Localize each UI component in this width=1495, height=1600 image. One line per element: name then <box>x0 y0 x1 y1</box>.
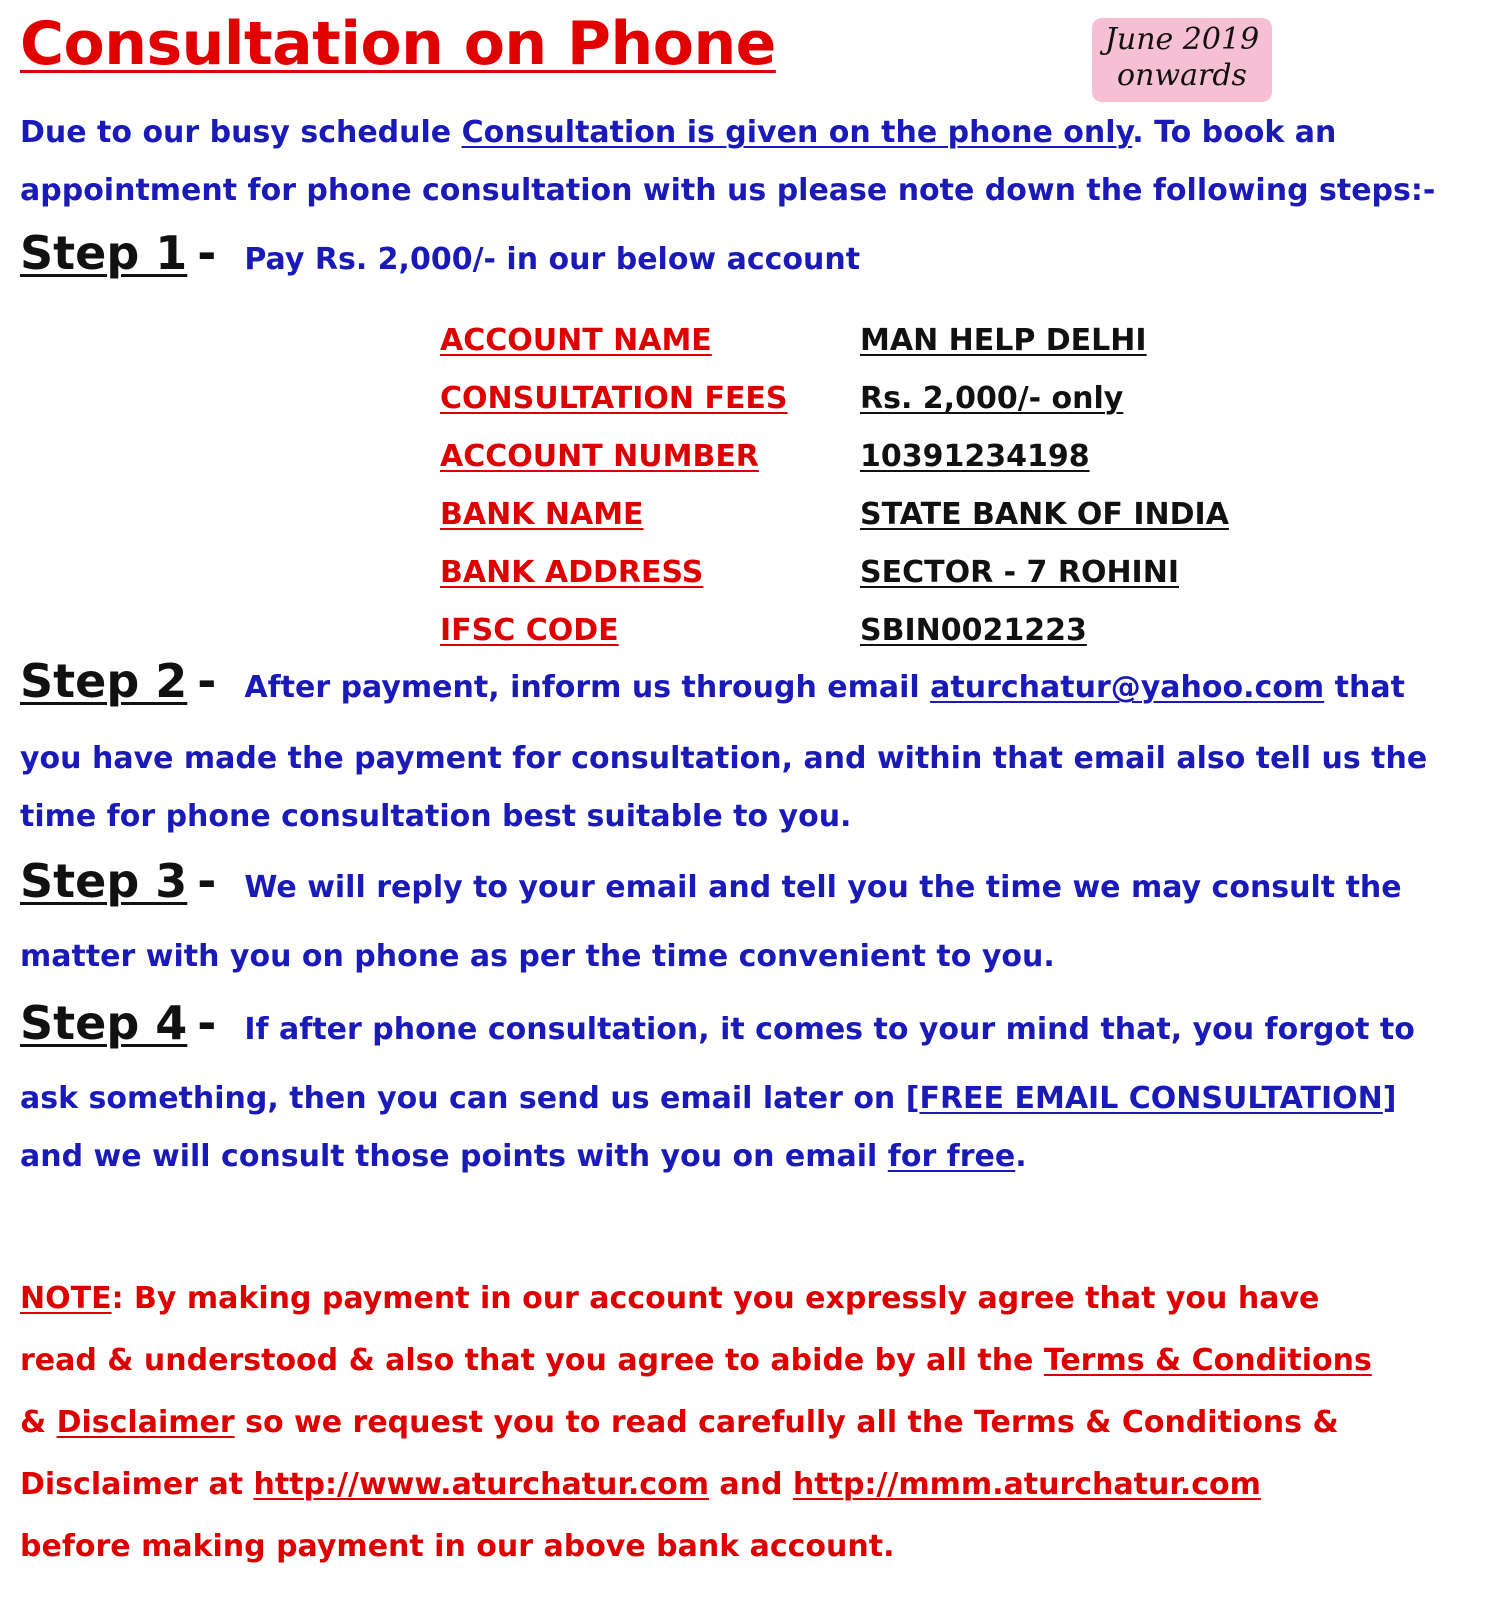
date-badge-line1: June 2019 <box>1104 22 1260 57</box>
account-key: CONSULTATION FEES <box>440 381 788 416</box>
note-label: NOTE <box>20 1281 112 1316</box>
bank-account-table <box>440 312 1300 660</box>
bracket-close: ] <box>1382 1081 1397 1116</box>
account-value: MAN HELP DELHI <box>860 323 1147 358</box>
note-line4-mid: and <box>708 1467 793 1502</box>
account-key: ACCOUNT NAME <box>440 323 712 358</box>
step-4-text: If after phone consultation, it comes to your mind that, you forgot to <box>244 1012 1415 1047</box>
step-2 <box>20 654 1405 708</box>
note-line3: so we request you to read carefully all the Terms & Conditions & <box>234 1405 1339 1440</box>
step-2-dash: - <box>197 654 217 708</box>
step-1 <box>20 226 860 280</box>
account-key: BANK NAME <box>440 497 644 532</box>
step-3 <box>20 854 1402 908</box>
step-2-line2: you have made the payment for consultation, and within that email also tell us the <box>20 741 1428 776</box>
step-2-text <box>244 670 1405 705</box>
step-3-text: We will reply to your email and tell you the time we may consult the <box>244 870 1402 905</box>
intro-line2: appointment for phone consultation with us please note down the following steps:- <box>20 173 1436 208</box>
step-1-dash: - <box>197 226 217 280</box>
note-line5: before making payment in our above bank account. <box>20 1529 895 1564</box>
step-4-line3-text: and we will consult those points with you on email <box>20 1139 888 1174</box>
step-3-continued <box>20 928 1055 986</box>
free-email-consultation-link[interactable]: FREE EMAIL CONSULTATION <box>919 1081 1383 1116</box>
step-4 <box>20 996 1415 1050</box>
account-row <box>440 486 1300 544</box>
intro-text-before: Due to our busy schedule <box>20 115 462 150</box>
bracket-open: [ <box>905 1081 920 1116</box>
note-line2: read & understood & also that you agree to abide by all the <box>20 1343 1044 1378</box>
intro-emphasis: Consultation is given on the phone only <box>461 115 1133 150</box>
website-link-www[interactable]: http://www.aturchatur.com <box>253 1467 709 1502</box>
step-2-text-after: that <box>1324 670 1405 705</box>
account-value: SECTOR - 7 ROHINI <box>860 555 1179 590</box>
step-2-continued <box>20 730 1427 846</box>
account-value: Rs. 2,000/- only <box>860 381 1124 416</box>
step-4-line2-text: ask something, then you can send us email later on <box>20 1081 906 1116</box>
step-2-label: Step 2 <box>20 654 188 708</box>
date-badge <box>1092 18 1272 102</box>
for-free-link[interactable]: for free <box>887 1139 1016 1174</box>
step-4-dash: - <box>197 996 217 1050</box>
step-3-dash: - <box>197 854 217 908</box>
step-1-label: Step 1 <box>20 226 188 280</box>
account-row <box>440 428 1300 486</box>
account-key: BANK ADDRESS <box>440 555 704 590</box>
terms-conditions-link[interactable]: Terms & Conditions <box>1043 1343 1372 1378</box>
step-2-text-before: After payment, inform us through email <box>244 670 931 705</box>
step-2-line3: time for phone consultation best suitable to you. <box>20 799 852 834</box>
page-title: Consultation on Phone <box>20 9 776 79</box>
step-3-line2: matter with you on phone as per the time convenient to you. <box>20 939 1055 974</box>
account-row <box>440 370 1300 428</box>
account-key: IFSC CODE <box>440 613 619 648</box>
intro-paragraph <box>20 104 1435 220</box>
step-1-text: Pay Rs. 2,000/- in our below account <box>244 242 861 277</box>
disclaimer-link[interactable]: Disclaimer <box>56 1405 235 1440</box>
account-key: ACCOUNT NUMBER <box>440 439 759 474</box>
account-row <box>440 602 1300 660</box>
note-line1: : By making payment in our account you expressly agree that you have <box>111 1281 1320 1316</box>
step-3-label: Step 3 <box>20 854 188 908</box>
date-badge-line2: onwards <box>1117 58 1247 93</box>
step-4-label: Step 4 <box>20 996 188 1050</box>
step-4-line3-end: . <box>1015 1139 1027 1174</box>
email-link[interactable]: aturchatur@yahoo.com <box>930 670 1325 705</box>
note-line3-start: & <box>20 1405 57 1440</box>
note-line4-start: Disclaimer at <box>20 1467 254 1502</box>
account-value: SBIN0021223 <box>860 613 1087 648</box>
step-4-continued <box>20 1070 1397 1186</box>
account-row <box>440 312 1300 370</box>
intro-text-after: . To book an <box>1132 115 1337 150</box>
account-value: 10391234198 <box>860 439 1090 474</box>
account-value: STATE BANK OF INDIA <box>860 497 1229 532</box>
website-link-mmm[interactable]: http://mmm.aturchatur.com <box>792 1467 1261 1502</box>
note-paragraph <box>20 1268 1372 1578</box>
account-row <box>440 544 1300 602</box>
